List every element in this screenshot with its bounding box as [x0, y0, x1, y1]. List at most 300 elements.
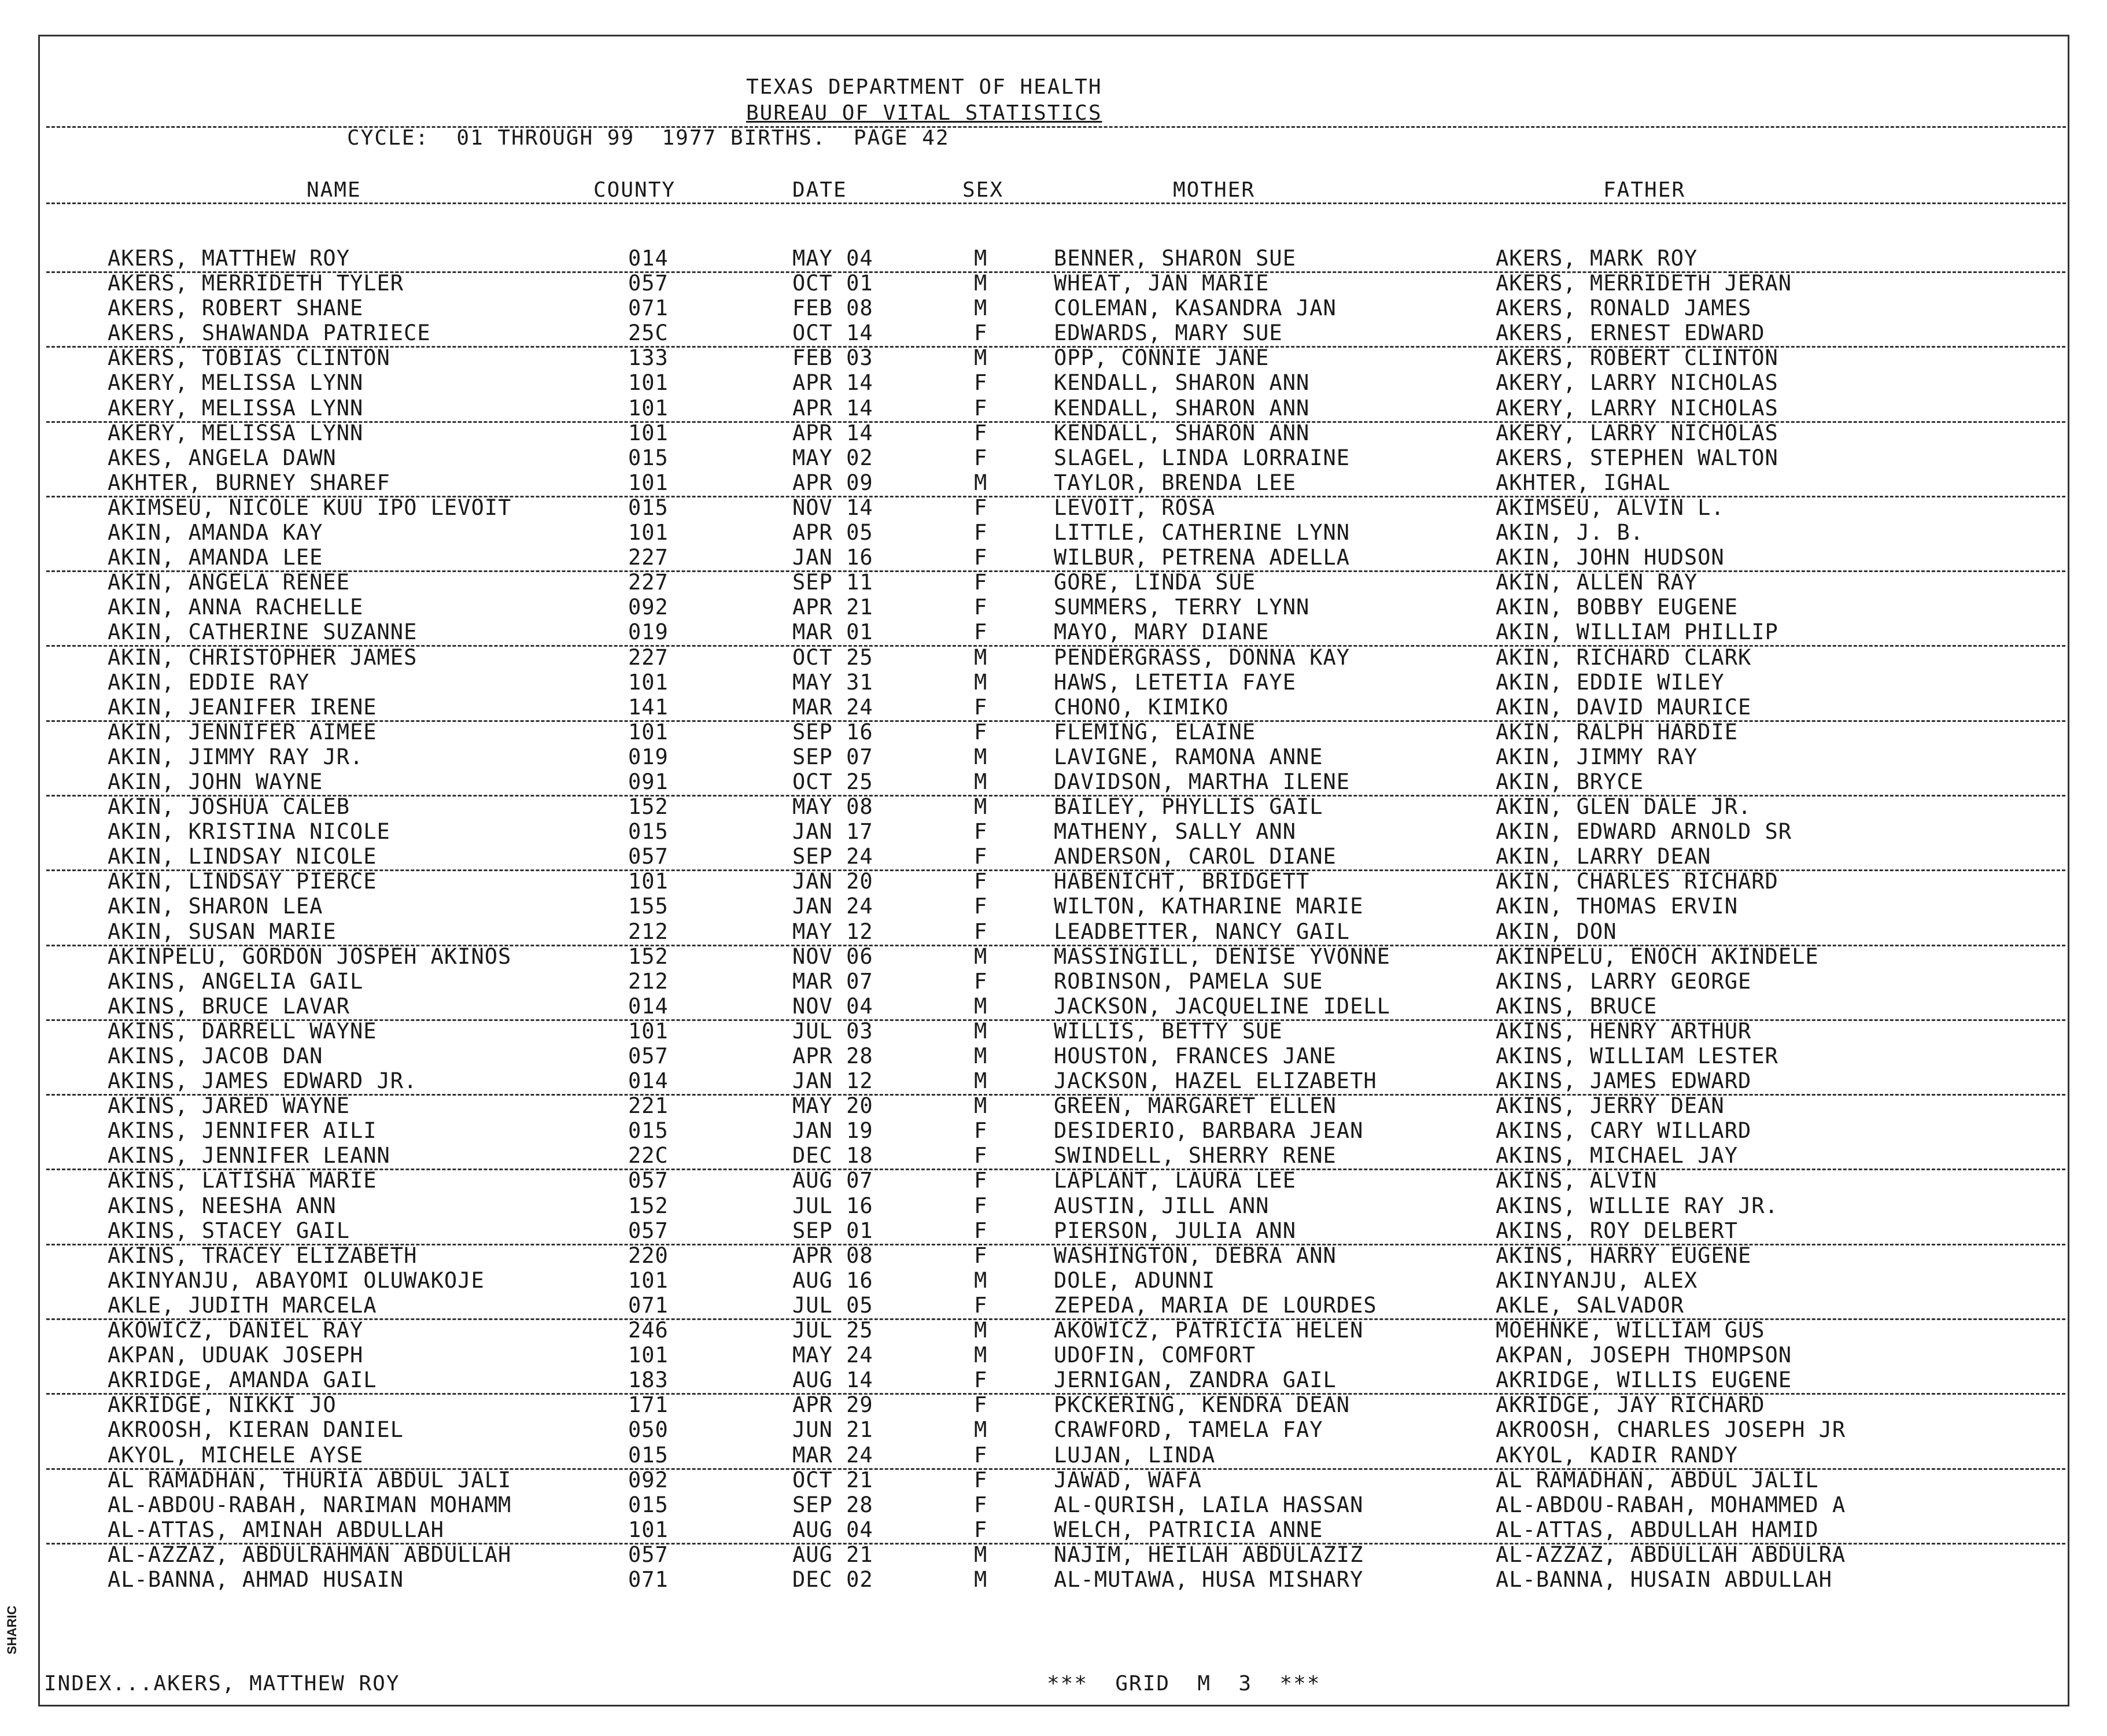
record-county: 015: [628, 445, 669, 470]
record-mother: OPP, CONNIE JANE: [1054, 345, 1270, 371]
record-county: 183: [628, 1368, 669, 1393]
record-father: AKERS, MERRIDETH JERAN: [1496, 271, 1792, 296]
table-row: [0, 944, 2107, 969]
record-mother: JERNIGAN, ZANDRA GAIL: [1054, 1368, 1337, 1393]
record-date: AUG 07: [792, 1168, 873, 1193]
record-sex: F: [974, 445, 988, 470]
table-row: [0, 645, 2107, 670]
record-sex: F: [974, 919, 988, 944]
record-mother: COLEMAN, KASANDRA JAN: [1054, 296, 1337, 321]
record-date: JAN 24: [792, 894, 873, 919]
record-mother: AL-QURISH, LAILA HASSAN: [1054, 1492, 1364, 1517]
record-date: APR 08: [792, 1243, 873, 1268]
record-name: AKINS, JENNIFER LEANN: [108, 1143, 390, 1169]
record-name: AKINS, JAMES EDWARD JR.: [108, 1068, 418, 1094]
record-father: AKIMSEU, ALVIN L.: [1496, 495, 1725, 520]
record-sex: F: [974, 1193, 988, 1218]
record-name: AKERY, MELISSA LYNN: [108, 395, 364, 421]
record-date: MAY 08: [792, 794, 873, 820]
table-row: [0, 1168, 2107, 1193]
record-name: AKERS, ROBERT SHANE: [108, 296, 364, 321]
record-county: 101: [628, 1343, 669, 1368]
record-mother: ANDERSON, CAROL DIANE: [1054, 844, 1337, 869]
record-father: AKERS, MARK ROY: [1496, 246, 1698, 271]
report-subtitle: BUREAU OF VITAL STATISTICS: [746, 101, 1102, 125]
record-father: AL-ATTAS, ABDULLAH HAMID: [1496, 1517, 1819, 1542]
record-father: AKINPELU, ENOCH AKINDELE: [1496, 943, 1819, 969]
record-date: MAY 12: [792, 919, 873, 944]
record-sex: F: [974, 1168, 988, 1193]
record-date: OCT 25: [792, 769, 873, 794]
record-name: AKINS, BRUCE LAVAR: [108, 993, 350, 1019]
record-mother: BAILEY, PHYLLIS GAIL: [1054, 794, 1323, 820]
record-county: 101: [628, 869, 669, 894]
record-date: SEP 11: [792, 570, 873, 595]
record-date: MAR 24: [792, 1442, 873, 1468]
record-sex: M: [974, 993, 988, 1019]
column-header-county: COUNTY: [593, 178, 676, 202]
record-date: JUL 03: [792, 1018, 873, 1044]
record-mother: CRAWFORD, TAMELA FAY: [1054, 1417, 1323, 1443]
record-sex: F: [974, 1368, 988, 1393]
record-father: AKIN, J. B.: [1496, 520, 1644, 546]
record-mother: SWINDELL, SHERRY RENE: [1054, 1143, 1337, 1169]
record-county: 227: [628, 570, 669, 595]
record-name: AKIN, SHARON LEA: [108, 894, 323, 919]
record-date: MAY 04: [792, 246, 873, 271]
record-mother: AUSTIN, JILL ANN: [1054, 1193, 1270, 1218]
record-sex: M: [974, 1343, 988, 1368]
record-mother: WASHINGTON, DEBRA ANN: [1054, 1243, 1337, 1268]
record-father: AKIN, EDWARD ARNOLD SR: [1496, 819, 1792, 845]
record-name: AKIN, ANGELA RENEE: [108, 570, 350, 595]
record-date: SEP 01: [792, 1218, 873, 1243]
record-date: SEP 28: [792, 1492, 873, 1517]
record-sex: F: [974, 694, 988, 720]
record-date: APR 05: [792, 520, 873, 546]
record-father: AKINS, WILLIAM LESTER: [1496, 1044, 1778, 1068]
record-father: AKINS, JAMES EDWARD: [1496, 1068, 1752, 1094]
cycle-line: CYCLE: 01 THROUGH 99 1977 BIRTHS. PAGE 42: [347, 126, 950, 150]
record-mother: WILLIS, BETTY SUE: [1054, 1018, 1283, 1044]
record-name: AKIN, LINDSAY PIERCE: [108, 869, 377, 894]
table-row: [0, 1567, 2107, 1592]
record-name: AL RAMADHAN, THURIA ABDUL JALI: [108, 1467, 512, 1492]
table-row: [0, 271, 2107, 296]
table-row: [0, 1392, 2107, 1417]
record-sex: F: [974, 595, 988, 620]
record-father: AKINS, WILLIE RAY JR.: [1496, 1193, 1778, 1218]
record-county: 212: [628, 919, 669, 944]
record-name: AKINS, ANGELIA GAIL: [108, 968, 364, 994]
table-row: [0, 1268, 2107, 1293]
record-mother: JAWAD, WAFA: [1054, 1467, 1202, 1492]
record-mother: WHEAT, JAN MARIE: [1054, 271, 1270, 296]
record-father: AKINS, HARRY EUGENE: [1496, 1243, 1752, 1268]
record-name: AKIN, CHRISTOPHER JAMES: [108, 644, 418, 670]
record-father: AKIN, LARRY DEAN: [1496, 844, 1711, 869]
record-name: AKINS, JENNIFER AILI: [108, 1118, 377, 1144]
record-name: AL-ABDOU-RABAH, NARIMAN MOHAMM: [108, 1492, 512, 1517]
record-date: MAY 24: [792, 1343, 873, 1368]
record-county: 25C: [628, 320, 669, 346]
record-mother: MATHENY, SALLY ANN: [1054, 819, 1296, 845]
record-county: 057: [628, 1218, 669, 1243]
record-name: AKERY, MELISSA LYNN: [108, 370, 364, 396]
record-sex: M: [974, 744, 988, 769]
record-father: AKPAN, JOSEPH THOMPSON: [1496, 1343, 1792, 1368]
record-name: AKINS, LATISHA MARIE: [108, 1168, 377, 1193]
record-sex: F: [974, 320, 988, 346]
record-date: AUG 14: [792, 1368, 873, 1393]
record-name: AL-ATTAS, AMINAH ABDULLAH: [108, 1517, 444, 1542]
record-name: AKLE, JUDITH MARCELA: [108, 1292, 377, 1318]
record-sex: M: [974, 1417, 988, 1443]
table-row: [0, 595, 2107, 620]
record-father: AKERY, LARRY NICHOLAS: [1496, 370, 1778, 396]
record-sex: M: [974, 271, 988, 296]
record-name: AKIN, EDDIE RAY: [108, 669, 310, 695]
record-name: AKIN, AMANDA KAY: [108, 520, 323, 546]
record-name: AKIN, SUSAN MARIE: [108, 919, 337, 944]
record-county: 101: [628, 669, 669, 695]
record-mother: WILBUR, PETRENA ADELLA: [1054, 545, 1350, 570]
record-name: AKRIDGE, NIKKI JO: [108, 1392, 337, 1418]
table-row: [0, 1068, 2107, 1093]
record-father: AKIN, DON: [1496, 919, 1617, 944]
table-row: [0, 1492, 2107, 1517]
record-county: 246: [628, 1318, 669, 1343]
record-sex: M: [974, 246, 988, 271]
record-date: SEP 07: [792, 744, 873, 769]
record-mother: DOLE, ADUNNI: [1054, 1267, 1216, 1293]
record-mother: HABENICHT, BRIDGETT: [1054, 869, 1310, 894]
record-name: AKPAN, UDUAK JOSEPH: [108, 1343, 364, 1368]
record-sex: M: [974, 669, 988, 695]
table-row: [0, 794, 2107, 819]
record-mother: WILTON, KATHARINE MARIE: [1054, 894, 1364, 919]
record-county: 015: [628, 819, 669, 845]
record-sex: F: [974, 1467, 988, 1492]
table-row: [0, 1044, 2107, 1068]
record-county: 227: [628, 545, 669, 570]
record-name: AKIN, JENNIFER AIMEE: [108, 719, 377, 744]
record-date: NOV 14: [792, 495, 873, 520]
record-mother: ZEPEDA, MARIA DE LOURDES: [1054, 1292, 1377, 1318]
record-father: AL-ABDOU-RABAH, MOHAMMED A: [1496, 1492, 1846, 1517]
table-row: [0, 1218, 2107, 1243]
record-date: JUL 16: [792, 1193, 873, 1218]
record-father: AKIN, BOBBY EUGENE: [1496, 595, 1738, 620]
table-row: [0, 844, 2107, 869]
table-row: [0, 1093, 2107, 1118]
record-father: AKIN, RICHARD CLARK: [1496, 644, 1752, 670]
record-sex: M: [974, 943, 988, 969]
record-name: AKERS, MATTHEW ROY: [108, 246, 350, 271]
record-date: JUL 25: [792, 1318, 873, 1343]
record-name: AKERY, MELISSA LYNN: [108, 420, 364, 445]
record-father: AKINS, ROY DELBERT: [1496, 1218, 1738, 1243]
record-name: AKIN, JIMMY RAY JR.: [108, 744, 364, 769]
record-name: AKIN, KRISTINA NICOLE: [108, 819, 390, 845]
record-father: AKRIDGE, WILLIS EUGENE: [1496, 1368, 1792, 1393]
record-mother: GORE, LINDA SUE: [1054, 570, 1256, 595]
record-father: MOEHNKE, WILLIAM GUS: [1496, 1318, 1765, 1343]
table-row: [0, 320, 2107, 345]
record-sex: M: [974, 1318, 988, 1343]
record-mother: SUMMERS, TERRY LYNN: [1054, 595, 1310, 620]
record-sex: F: [974, 1218, 988, 1243]
record-county: 015: [628, 1442, 669, 1468]
record-mother: HOUSTON, FRANCES JANE: [1054, 1044, 1337, 1068]
record-mother: CHONO, KIMIKO: [1054, 694, 1229, 720]
record-father: AKIN, WILLIAM PHILLIP: [1496, 620, 1778, 645]
record-sex: F: [974, 1492, 988, 1517]
record-county: 091: [628, 769, 669, 794]
record-sex: M: [974, 644, 988, 670]
record-mother: LITTLE, CATHERINE LYNN: [1054, 520, 1350, 546]
record-father: AKIN, GLEN DALE JR.: [1496, 794, 1752, 820]
record-sex: M: [974, 1093, 988, 1119]
record-mother: PENDERGRASS, DONNA KAY: [1054, 644, 1350, 670]
table-row: [0, 819, 2107, 844]
record-mother: HAWS, LETETIA FAYE: [1054, 669, 1296, 695]
record-father: AKINS, JERRY DEAN: [1496, 1093, 1725, 1119]
table-row: [0, 1468, 2107, 1492]
record-date: DEC 02: [792, 1567, 873, 1592]
table-row: [0, 919, 2107, 944]
record-name: AKINPELU, GORDON JOSPEH AKINOS: [108, 943, 512, 969]
table-row: [0, 470, 2107, 495]
record-mother: NAJIM, HEILAH ABDULAZIZ: [1054, 1542, 1364, 1567]
record-father: AKIN, JOHN HUDSON: [1496, 545, 1725, 570]
record-mother: WELCH, PATRICIA ANNE: [1054, 1517, 1323, 1542]
record-date: APR 28: [792, 1044, 873, 1068]
table-row: [0, 994, 2107, 1019]
record-mother: UDOFIN, COMFORT: [1054, 1343, 1256, 1368]
table-row: [0, 894, 2107, 919]
record-sex: M: [974, 1018, 988, 1044]
record-mother: LEADBETTER, NANCY GAIL: [1054, 919, 1350, 944]
record-county: 101: [628, 470, 669, 495]
table-row: [0, 744, 2107, 769]
table-row: [0, 1517, 2107, 1542]
table-row: [0, 695, 2107, 720]
record-date: AUG 21: [792, 1542, 873, 1567]
record-county: 071: [628, 296, 669, 321]
record-county: 152: [628, 1193, 669, 1218]
column-header-mother: MOTHER: [1173, 178, 1256, 202]
record-father: AKINS, MICHAEL JAY: [1496, 1143, 1738, 1169]
record-name: AKINS, NEESHA ANN: [108, 1193, 337, 1218]
record-county: 152: [628, 794, 669, 820]
record-father: AKINS, HENRY ARTHUR: [1496, 1018, 1752, 1044]
record-county: 050: [628, 1417, 669, 1443]
record-name: AKIMSEU, NICOLE KUU IPO LEVOIT: [108, 495, 512, 520]
column-header-name: NAME: [307, 178, 361, 202]
record-date: AUG 04: [792, 1517, 873, 1542]
record-county: 092: [628, 1467, 669, 1492]
record-date: FEB 08: [792, 296, 873, 321]
table-row: [0, 520, 2107, 545]
record-sex: F: [974, 570, 988, 595]
record-county: 071: [628, 1292, 669, 1318]
table-row: [0, 670, 2107, 695]
record-sex: F: [974, 719, 988, 744]
record-name: AKIN, CATHERINE SUZANNE: [108, 620, 418, 645]
record-name: AKIN, ANNA RACHELLE: [108, 595, 364, 620]
table-row: [0, 495, 2107, 520]
record-name: AKINS, JACOB DAN: [108, 1044, 323, 1068]
record-father: AKIN, CHARLES RICHARD: [1496, 869, 1778, 894]
record-mother: MAYO, MARY DIANE: [1054, 620, 1270, 645]
record-date: SEP 24: [792, 844, 873, 869]
record-sex: M: [974, 1567, 988, 1592]
record-sex: F: [974, 844, 988, 869]
record-name: AKROOSH, KIERAN DANIEL: [108, 1417, 404, 1443]
table-row: [0, 1417, 2107, 1442]
record-sex: M: [974, 470, 988, 495]
table-row: [0, 1443, 2107, 1468]
record-mother: DAVIDSON, MARTHA ILENE: [1054, 769, 1350, 794]
record-father: AKINS, BRUCE: [1496, 993, 1658, 1019]
record-mother: FLEMING, ELAINE: [1054, 719, 1256, 744]
record-county: 227: [628, 644, 669, 670]
record-mother: BENNER, SHARON SUE: [1054, 246, 1296, 271]
record-sex: F: [974, 1292, 988, 1318]
record-father: AL RAMADHAN, ABDUL JALIL: [1496, 1467, 1819, 1492]
record-mother: DESIDERIO, BARBARA JEAN: [1054, 1118, 1364, 1144]
record-county: 22C: [628, 1143, 669, 1169]
record-name: AKINS, JARED WAYNE: [108, 1093, 350, 1119]
record-father: AKERS, RONALD JAMES: [1496, 296, 1752, 321]
record-county: 057: [628, 271, 669, 296]
record-county: 014: [628, 1068, 669, 1094]
record-sex: M: [974, 345, 988, 371]
record-date: FEB 03: [792, 345, 873, 371]
record-mother: PKCKERING, KENDRA DEAN: [1054, 1392, 1350, 1418]
record-mother: EDWARDS, MARY SUE: [1054, 320, 1283, 346]
record-county: 101: [628, 1517, 669, 1542]
record-father: AKINS, LARRY GEORGE: [1496, 968, 1752, 994]
record-county: 015: [628, 1118, 669, 1144]
record-father: AKIN, RALPH HARDIE: [1496, 719, 1738, 744]
record-county: 101: [628, 719, 669, 744]
record-county: 220: [628, 1243, 669, 1268]
record-name: AKINS, STACEY GAIL: [108, 1218, 350, 1243]
record-date: JAN 20: [792, 869, 873, 894]
record-name: AKYOL, MICHELE AYSE: [108, 1442, 364, 1468]
record-county: 057: [628, 1542, 669, 1567]
record-sex: F: [974, 420, 988, 445]
record-father: AKHTER, IGHAL: [1496, 470, 1671, 495]
table-row: [0, 1019, 2107, 1044]
record-date: OCT 25: [792, 644, 873, 670]
record-father: AKIN, ALLEN RAY: [1496, 570, 1698, 595]
record-county: 171: [628, 1392, 669, 1418]
record-mother: KENDALL, SHARON ANN: [1054, 370, 1310, 396]
record-county: 057: [628, 844, 669, 869]
table-row: [0, 296, 2107, 320]
record-name: AKIN, JOHN WAYNE: [108, 769, 323, 794]
table-row: [0, 345, 2107, 370]
record-date: OCT 14: [792, 320, 873, 346]
record-county: 101: [628, 1267, 669, 1293]
record-mother: LAPLANT, LAURA LEE: [1054, 1168, 1296, 1193]
table-row: [0, 396, 2107, 421]
record-date: APR 14: [792, 395, 873, 421]
record-date: MAR 01: [792, 620, 873, 645]
record-county: 015: [628, 495, 669, 520]
record-date: JAN 16: [792, 545, 873, 570]
record-sex: F: [974, 520, 988, 546]
birth-records-table: [0, 246, 2107, 1592]
record-mother: ROBINSON, PAMELA SUE: [1054, 968, 1323, 994]
record-sex: F: [974, 1243, 988, 1268]
table-row: [0, 370, 2107, 395]
record-county: 019: [628, 620, 669, 645]
record-date: OCT 21: [792, 1467, 873, 1492]
record-date: MAR 24: [792, 694, 873, 720]
record-county: 212: [628, 968, 669, 994]
record-father: AKLE, SALVADOR: [1496, 1292, 1684, 1318]
record-county: 101: [628, 370, 669, 396]
record-sex: M: [974, 1542, 988, 1567]
table-row: [0, 1143, 2107, 1168]
column-header-sex: SEX: [962, 178, 1004, 202]
record-sex: M: [974, 794, 988, 820]
record-sex: M: [974, 296, 988, 321]
record-mother: KENDALL, SHARON ANN: [1054, 395, 1310, 421]
record-name: AKERS, MERRIDETH TYLER: [108, 271, 404, 296]
record-date: JUL 05: [792, 1292, 873, 1318]
record-sex: F: [974, 1143, 988, 1169]
record-sex: F: [974, 1517, 988, 1542]
record-name: AL-AZZAZ, ABDULRAHMAN ABDULLAH: [108, 1542, 512, 1567]
record-county: 092: [628, 595, 669, 620]
record-mother: JACKSON, JACQUELINE IDELL: [1054, 993, 1390, 1019]
record-date: APR 14: [792, 370, 873, 396]
record-sex: F: [974, 894, 988, 919]
record-father: AKINYANJU, ALEX: [1496, 1267, 1698, 1293]
record-name: AKOWICZ, DANIEL RAY: [108, 1318, 364, 1343]
record-sex: F: [974, 395, 988, 421]
record-county: 101: [628, 395, 669, 421]
record-father: AKIN, BRYCE: [1496, 769, 1644, 794]
table-row: [0, 1243, 2107, 1268]
record-name: AKIN, AMANDA LEE: [108, 545, 323, 570]
record-county: 101: [628, 520, 669, 546]
record-sex: F: [974, 869, 988, 894]
record-father: AKIN, EDDIE WILEY: [1496, 669, 1725, 695]
record-mother: JACKSON, HAZEL ELIZABETH: [1054, 1068, 1377, 1094]
record-county: 014: [628, 993, 669, 1019]
record-date: SEP 16: [792, 719, 873, 744]
record-mother: AKOWICZ, PATRICIA HELEN: [1054, 1318, 1364, 1343]
record-county: 071: [628, 1567, 669, 1592]
record-sex: F: [974, 545, 988, 570]
record-name: AKINS, TRACEY ELIZABETH: [108, 1243, 418, 1268]
record-father: AKRIDGE, JAY RICHARD: [1496, 1392, 1765, 1418]
record-mother: KENDALL, SHARON ANN: [1054, 420, 1310, 445]
record-date: APR 09: [792, 470, 873, 495]
column-header-divider: [46, 202, 2066, 204]
record-father: AKIN, THOMAS ERVIN: [1496, 894, 1738, 919]
table-row: [0, 720, 2107, 744]
record-county: 152: [628, 943, 669, 969]
record-date: JAN 12: [792, 1068, 873, 1094]
record-name: AKINYANJU, ABAYOMI OLUWAKOJE: [108, 1267, 485, 1293]
